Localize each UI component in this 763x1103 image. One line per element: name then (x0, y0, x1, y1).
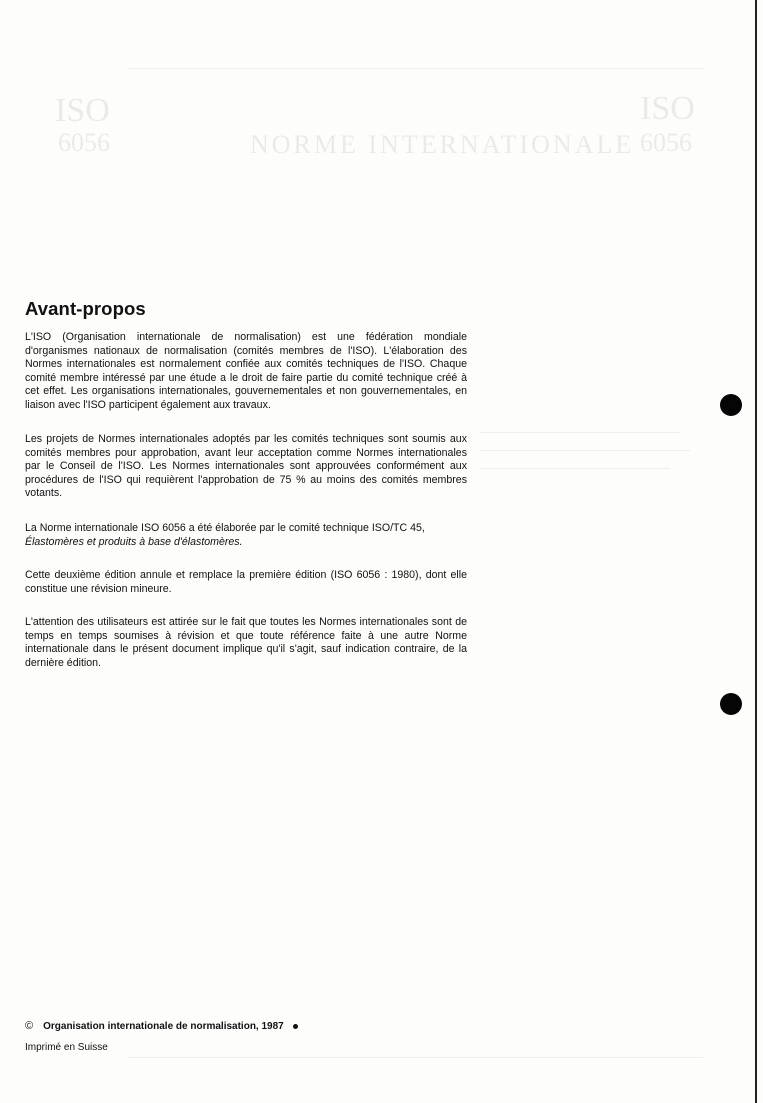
scan-artifact-line (128, 1057, 703, 1058)
copyright-text: Organisation internationale de normalisation, 1987 (43, 1020, 284, 1032)
paragraph-prepared-by (25, 522, 467, 549)
bullet-dot-icon (293, 1024, 298, 1029)
scan-artifact-line (480, 450, 690, 451)
page-edge (755, 0, 757, 1103)
committee-title: Élastomères et produits à base d'élastomères. (25, 535, 243, 548)
punch-hole (720, 394, 742, 416)
page-title: Avant-propos (25, 298, 146, 319)
paragraph-attention: L'attention des utilisateurs est attirée sur le fait que toutes les Normes internationales sont de temps en temps soumises à révision et que toute référence faite à une autre Norme internationale dans le présent document implique qu'il s'agit, sauf indication contraire, de la dernière édition. (25, 616, 467, 669)
scan-artifact-mark: ISO (55, 92, 110, 129)
scan-artifact-mark: 6056 (640, 128, 692, 157)
punch-hole (720, 693, 742, 715)
scan-artifact-line (128, 68, 703, 69)
copyright-line (25, 1020, 298, 1032)
scan-artifact-mark: NORME INTERNATIONALE (250, 130, 635, 159)
scan-artifact-mark: ISO (640, 90, 695, 127)
copyright-symbol: © (25, 1020, 34, 1032)
scan-artifact-mark: 6056 (58, 128, 110, 157)
prepared-by-text: La Norme internationale ISO 6056 a été élaborée par le comité technique ISO/TC 45, (25, 522, 425, 534)
scan-artifact-line (480, 432, 680, 433)
scan-artifact-line (480, 468, 670, 469)
paragraph-iso-organisation: L'ISO (Organisation internationale de normalisation) est une fédération mondiale d'organismes nationaux de normalisation (comités membres de l'ISO). L'élaboration des Normes internationales est normalement confiée aux comités techniques de l'ISO. Chaque comité membre intéressé par une étude a le droit de faire partie du comité technique créé à cet effet. Les organisations internationales, gouvernementales et non gouvernementales, en liaison avec l'ISO participent également aux travaux. (25, 331, 467, 411)
paragraph-edition: Cette deuxième édition annule et remplace la première édition (ISO 6056 : 1980), dont elle constitue une révision mineure. (25, 569, 467, 595)
paragraph-draft-standards: Les projets de Normes internationales adoptés par les comités techniques sont soumis aux comités membres pour approbation, avant leur acceptation comme Normes internationales par le Conseil de l'ISO. Les Normes internationales sont approuvées conformément aux procédures de l'ISO qui requièrent l'approbation de 75 % au moins des comités membres votants. (25, 433, 467, 500)
printed-in: Imprimé en Suisse (25, 1042, 108, 1053)
